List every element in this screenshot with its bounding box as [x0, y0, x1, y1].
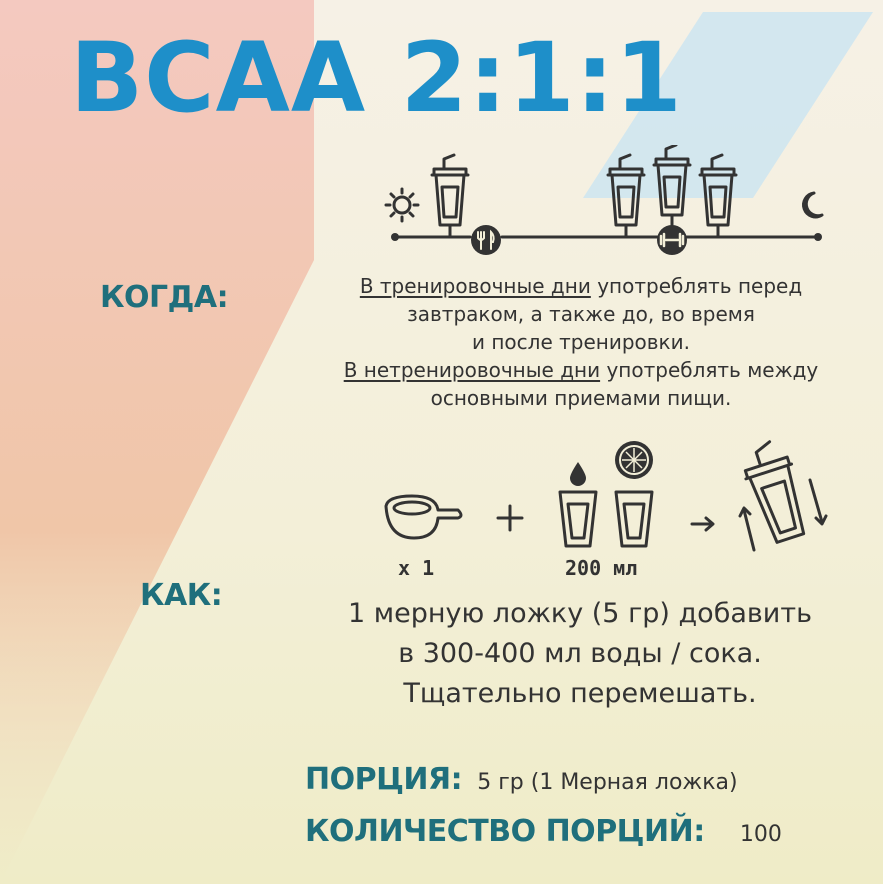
- serving-label: ПОРЦИЯ:: [305, 762, 463, 797]
- scoop-icon: [386, 496, 461, 538]
- product-title: BCAA 2:1:1: [70, 22, 683, 134]
- serving-row: [305, 762, 738, 797]
- when-line1-rest: употреблять перед: [590, 274, 803, 298]
- shaker-icon: [654, 145, 690, 225]
- glass-icon: [616, 492, 652, 546]
- serving-value: 5 гр (1 Мерная ложка): [477, 770, 738, 795]
- arrow-right-icon: [692, 518, 713, 530]
- when-description: [336, 272, 826, 412]
- timeline-diagram: [380, 145, 840, 260]
- how-label: КАК:: [140, 578, 223, 613]
- shaker-icon: [608, 155, 644, 237]
- when-line4-rest: употреблять между: [600, 358, 819, 382]
- plus-icon: [498, 506, 522, 530]
- fork-knife-icon: [471, 225, 501, 255]
- moon-icon: [804, 193, 822, 217]
- sun-icon: [386, 189, 418, 221]
- shaker-icon: [432, 155, 468, 237]
- servings-count-label: КОЛИЧЕСТВО ПОРЦИЙ:: [305, 814, 705, 849]
- citrus-slice-icon: [615, 441, 653, 479]
- how-line1: 1 мерную ложку (5 гр) добавить: [347, 598, 812, 629]
- training-days-phrase: В тренировочные дни: [359, 274, 591, 298]
- glass-icon: [560, 492, 596, 546]
- when-line2: завтраком, а также до, во время: [407, 302, 755, 326]
- when-label: КОГДА:: [100, 280, 229, 315]
- servings-count-row: [305, 814, 782, 849]
- how-line3: Тщательно перемешать.: [403, 678, 757, 709]
- water-drop-icon: [570, 462, 586, 486]
- how-description: [320, 594, 840, 714]
- when-line3: и после тренировки.: [472, 330, 690, 354]
- scoop-caption: x 1: [398, 556, 435, 580]
- preparation-diagram: [380, 438, 840, 558]
- rest-days-phrase: В нетренировочные дни: [343, 358, 601, 382]
- when-line5: основными приемами пищи.: [430, 386, 732, 410]
- glass-caption: 200 мл: [565, 556, 638, 580]
- how-line2: в 300-400 мл воды / сока.: [398, 638, 762, 669]
- servings-count-value: 100: [739, 822, 782, 847]
- dumbbell-icon: [657, 225, 687, 255]
- shaker-icon: [700, 155, 736, 237]
